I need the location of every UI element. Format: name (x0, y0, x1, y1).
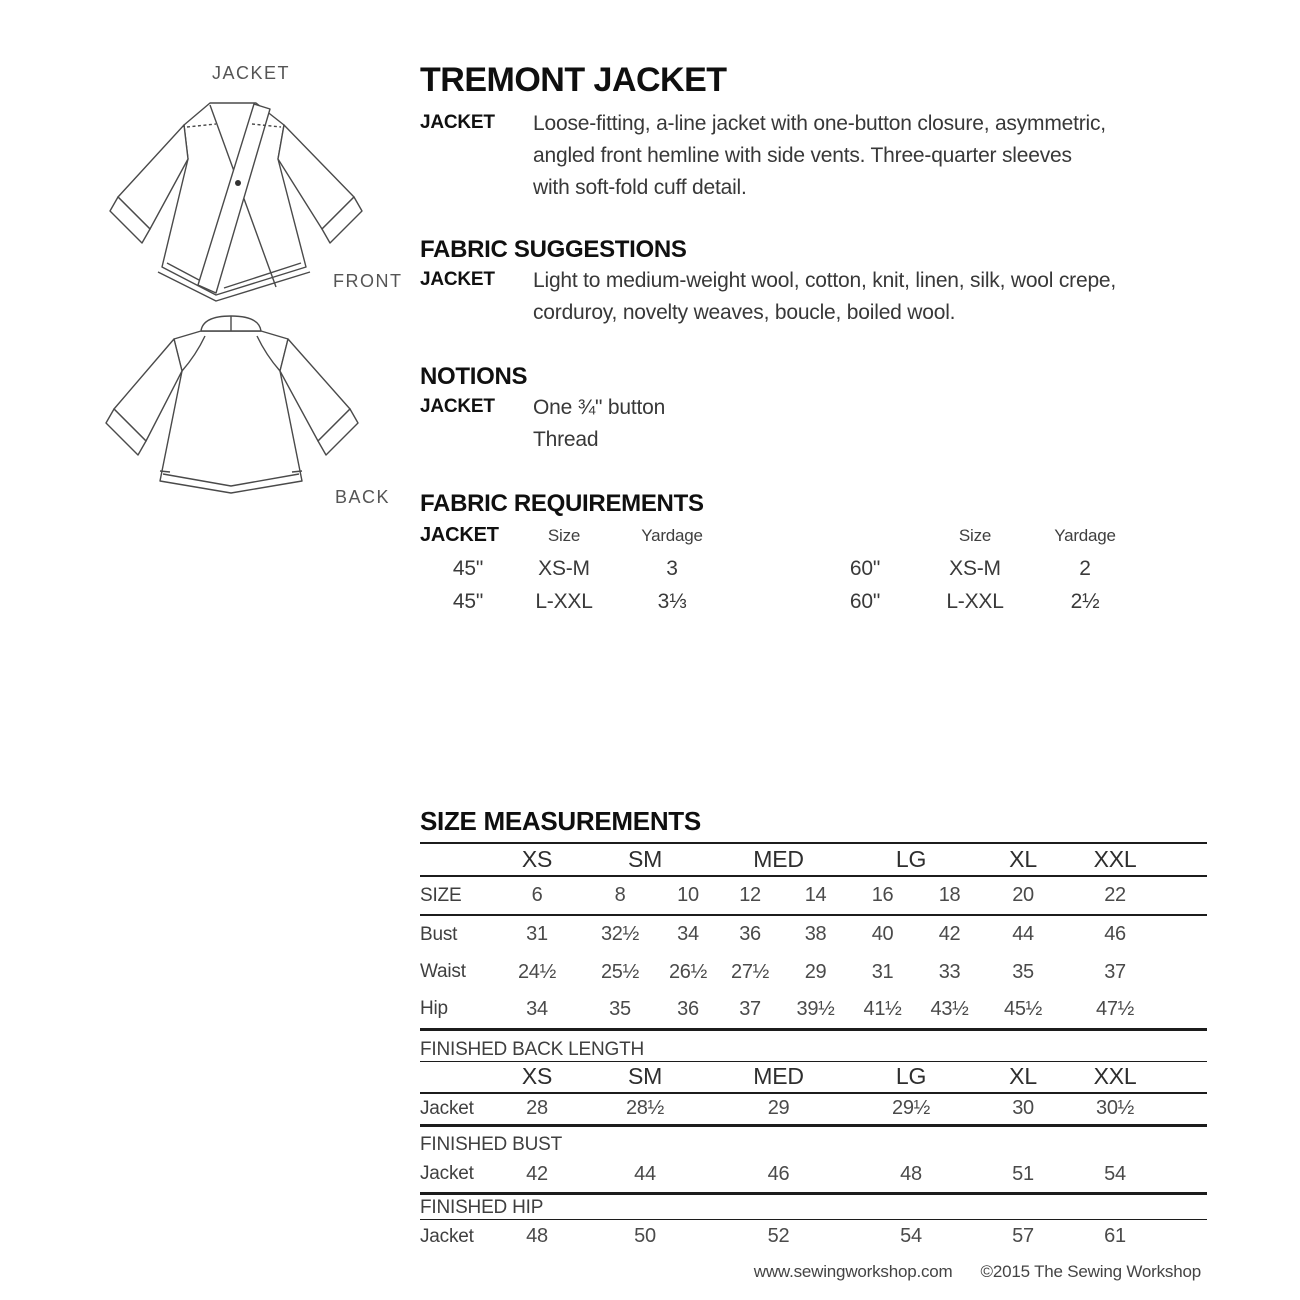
row-label: Bust (420, 923, 458, 945)
fabric-suggestions-text (533, 265, 1116, 329)
cell-value: 48 (900, 1162, 922, 1185)
figure-title-label: JACKET (212, 63, 291, 83)
finished-back-length-table (420, 1062, 1207, 1128)
notions-heading: NOTIONS (420, 363, 528, 390)
cell-value: 36 (677, 997, 699, 1020)
website-text: www.sewingworkshop.com (753, 1261, 953, 1281)
group-header: XS (521, 846, 553, 872)
size-value: 10 (677, 884, 699, 906)
cell-value: 33 (938, 960, 961, 983)
fabric-line: Light to medium-weight wool, cotton, knit, linen, silk, wool crepe, (533, 269, 1117, 292)
fr-size: XS-M (538, 557, 590, 580)
cell-value: 54 (900, 1225, 922, 1247)
table-row (420, 991, 1207, 1029)
group-header: SM (627, 846, 663, 872)
size-measurements-heading: SIZE MEASUREMENTS (420, 806, 701, 836)
jacket-illustrations (90, 55, 402, 525)
row-label: Jacket (420, 1097, 474, 1119)
cell-value: 42 (938, 923, 961, 945)
size-value: 8 (614, 884, 626, 906)
fr-size: L-XXL (946, 590, 1004, 613)
cell-value: 31 (526, 923, 548, 945)
copyright-text: ©2015 The Sewing Workshop (980, 1261, 1201, 1281)
notions-line: One ¾" button (533, 396, 666, 419)
fr-width: 45" (452, 557, 484, 580)
cell-value: 35 (609, 997, 631, 1020)
jacket-description-label: JACKET (420, 112, 495, 133)
size-measurements-table (420, 842, 1207, 1031)
row-label: Jacket (420, 1225, 474, 1247)
fabric-line: corduroy, novelty weaves, boucle, boiled wool. (533, 301, 956, 324)
cell-value: 50 (634, 1225, 656, 1247)
main-content (420, 60, 1210, 618)
row-label: Hip (420, 998, 448, 1020)
fr-yardage-header-right: Yardage (1054, 525, 1116, 545)
group-header: LG (895, 1063, 927, 1089)
cell-value: 61 (1104, 1225, 1126, 1247)
finished-hip-table (420, 1220, 1207, 1254)
size-group-header-row (420, 843, 1207, 876)
cell-value: 40 (871, 923, 894, 945)
finished-back-length-heading: FINISHED BACK LENGTH (420, 1037, 1207, 1062)
cell-value: 37 (739, 997, 761, 1020)
cell-value: 42 (526, 1162, 548, 1185)
finished-bust-table (420, 1157, 1207, 1195)
cell-value: 29½ (892, 1097, 931, 1120)
group-header: MED (753, 846, 804, 872)
cell-value: 51 (1012, 1162, 1034, 1185)
finished-group-header-row (420, 1062, 1207, 1093)
group-header: XXL (1093, 846, 1137, 872)
fr-yardage: 2 (1079, 557, 1091, 580)
cell-value: 43½ (930, 997, 969, 1020)
cell-value: 45½ (1004, 997, 1043, 1020)
group-header: SM (627, 1063, 663, 1089)
size-value: 12 (739, 884, 761, 906)
fr-jacket-label: JACKET (420, 524, 499, 546)
size-value: 14 (804, 884, 827, 906)
description-line: Loose-fitting, a-line jacket with one-button closure, asymmetric, (533, 112, 1106, 135)
page-footer (420, 1262, 1207, 1282)
cell-value: 46 (1104, 923, 1126, 945)
cell-value: 38 (804, 923, 827, 945)
cell-value: 25½ (600, 960, 640, 983)
fr-size-header-right: Size (958, 525, 992, 545)
group-header: XL (1009, 846, 1037, 872)
back-view-label: BACK (335, 487, 391, 507)
table-row (420, 1220, 1207, 1254)
cell-value: 27½ (731, 960, 770, 983)
cell-value: 34 (677, 923, 699, 945)
row-label: Waist (420, 961, 466, 982)
fabric-requirements-table (420, 519, 1210, 618)
empty-cell (420, 1062, 497, 1093)
cell-value: 26½ (668, 960, 708, 983)
cell-value: 34 (526, 997, 548, 1020)
page-title: TREMONT JACKET (420, 61, 727, 99)
fr-yardage: 2½ (1070, 590, 1100, 613)
group-header: XL (1009, 1063, 1037, 1089)
button-icon (235, 180, 241, 186)
table-row (420, 1093, 1207, 1126)
empty-cell (420, 843, 497, 876)
finished-bust-heading: FINISHED BUST (420, 1134, 563, 1155)
size-value: 6 (531, 884, 543, 906)
fabric-suggestions-row (420, 265, 1210, 329)
cell-value: 29 (804, 960, 827, 983)
notions-line: Thread (533, 428, 599, 451)
table-row (420, 1157, 1207, 1193)
fabric-requirements-heading: FABRIC REQUIREMENTS (420, 490, 704, 517)
cell-value: 36 (739, 923, 761, 945)
fr-width: 60" (849, 557, 881, 580)
row-label: Jacket (420, 1163, 474, 1185)
cell-value: 57 (1012, 1225, 1034, 1247)
fr-size-header-left: Size (547, 525, 581, 545)
size-value: 22 (1104, 884, 1126, 906)
fr-size: L-XXL (535, 590, 593, 613)
table-row (420, 915, 1207, 953)
size-value: 16 (871, 884, 894, 906)
cell-value: 52 (767, 1225, 790, 1247)
row-label: SIZE (420, 884, 462, 906)
fr-width: 60" (849, 590, 881, 613)
fabric-suggestions-heading: FABRIC SUGGESTIONS (420, 236, 687, 263)
group-header: LG (895, 846, 927, 872)
description-line: with soft-fold cuff detail. (533, 176, 747, 199)
notions-label: JACKET (420, 396, 495, 417)
fr-width: 45" (452, 590, 484, 613)
jacket-front-drawing (104, 95, 369, 305)
size-measurements-section (420, 806, 1207, 1282)
notions-row (420, 392, 1210, 456)
cell-value: 30 (1012, 1097, 1034, 1120)
cell-value: 29 (767, 1097, 790, 1120)
group-header: XXL (1093, 1063, 1137, 1089)
cell-value: 30½ (1096, 1097, 1135, 1120)
fabric-suggestions-label: JACKET (420, 269, 495, 290)
cell-value: 39½ (796, 997, 835, 1020)
cell-value: 41½ (863, 997, 902, 1020)
front-view-label: FRONT (333, 271, 403, 291)
group-header: MED (753, 1063, 804, 1089)
cell-value: 35 (1012, 960, 1034, 983)
table-row (420, 953, 1207, 991)
description-line: angled front hemline with side vents. Three-quarter sleeves (533, 144, 1072, 167)
fr-size: XS-M (949, 557, 1001, 580)
fr-yardage: 3⅓ (657, 590, 687, 613)
size-value: 20 (1012, 884, 1034, 906)
cell-value: 28 (526, 1097, 548, 1120)
jacket-description-row (420, 108, 1210, 204)
cell-value: 24½ (517, 960, 557, 983)
jacket-description-text (533, 108, 1106, 204)
group-header: XS (521, 1063, 553, 1089)
fr-yardage-header-left: Yardage (641, 525, 703, 545)
cell-value: 54 (1104, 1162, 1126, 1185)
cell-value: 44 (1012, 923, 1034, 945)
cell-value: 48 (526, 1225, 548, 1247)
cell-value: 47½ (1096, 997, 1135, 1020)
notions-text (533, 392, 665, 456)
fr-yardage: 3 (666, 557, 678, 580)
cell-value: 32½ (600, 923, 640, 945)
cell-value: 37 (1104, 960, 1126, 983)
jacket-back-drawing (104, 311, 360, 511)
cell-value: 28½ (625, 1097, 665, 1120)
cell-value: 44 (634, 1162, 656, 1185)
cell-value: 31 (871, 960, 894, 983)
cell-value: 46 (767, 1162, 790, 1185)
size-value: 18 (938, 884, 961, 906)
finished-hip-heading: FINISHED HIP (420, 1195, 1207, 1220)
size-number-row (420, 876, 1207, 915)
